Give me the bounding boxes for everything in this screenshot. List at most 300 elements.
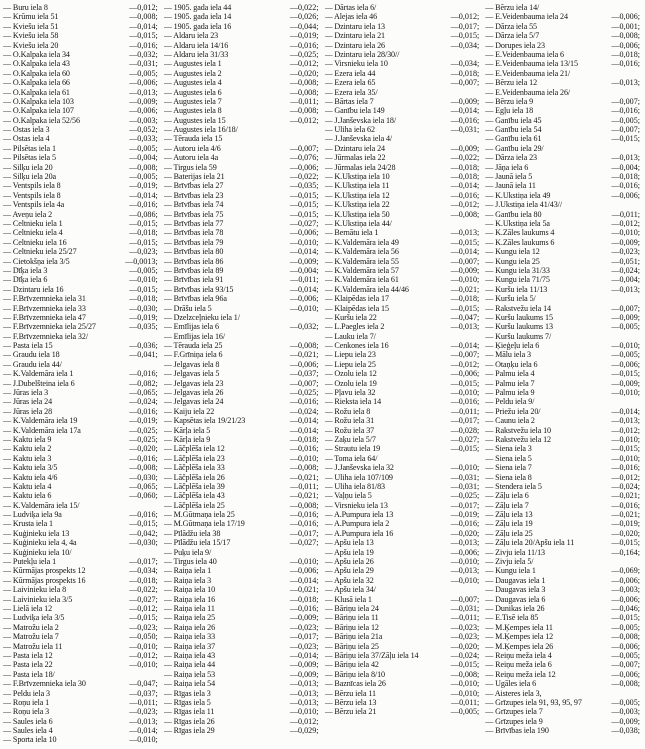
street-value: —0,013; xyxy=(289,679,319,689)
list-item xyxy=(485,707,640,716)
street-name: — Emīlijas iela 6 xyxy=(163,322,219,332)
street-name: — Ķieģeļu iela 6 xyxy=(485,341,540,351)
column-4 xyxy=(485,3,640,747)
list-item xyxy=(485,426,640,435)
street-value: —0,031; xyxy=(129,59,158,69)
street-value: —0,009; xyxy=(289,613,319,623)
street-name: — Krusta iela 1 xyxy=(3,519,53,529)
street-value: —0,012; xyxy=(450,200,480,210)
list-item xyxy=(164,501,319,510)
street-name: — Ventspils iela 8 xyxy=(3,190,61,200)
list-item xyxy=(3,313,158,322)
street-name: — Brīvības iela 96a xyxy=(163,294,227,304)
street-name: — Augustes iela 4 xyxy=(163,78,222,88)
list-item xyxy=(325,538,480,547)
street-name: — Dīķa iela 3 xyxy=(3,265,48,275)
street-value: —0,006; xyxy=(289,566,319,576)
street-name: — Pasta iela 15 xyxy=(3,341,53,351)
street-value: —0,023; xyxy=(129,707,158,717)
street-name: — Klaipēdas iela 17 xyxy=(324,294,389,304)
list-item xyxy=(3,519,158,528)
street-value: —0,010; xyxy=(611,434,640,444)
street-value: —0,009; xyxy=(611,378,640,388)
list-item xyxy=(325,548,480,557)
list-item xyxy=(164,369,319,378)
street-name: — Kaktu iela 3/5 xyxy=(3,463,58,473)
street-value: —0,021; xyxy=(450,284,480,294)
street-name: — Kaktu iela 9 xyxy=(3,434,52,444)
street-name: — Ludviķa iela 3/5 xyxy=(3,613,65,623)
street-value: —0,012; xyxy=(289,716,319,726)
street-name: — Palmu iela 9 xyxy=(485,388,535,398)
list-item xyxy=(485,294,640,303)
street-name: — Apšu iela 34/ xyxy=(324,585,376,595)
list-item xyxy=(164,50,319,59)
street-name: — E.Veidenbauma iela 6 xyxy=(485,49,564,59)
street-name: — Raiņa iela 10 xyxy=(163,585,216,595)
list-item xyxy=(325,350,480,359)
street-name: — Celtnieku iela 25/27 xyxy=(3,247,77,257)
street-value: —0,017; xyxy=(450,500,480,510)
street-name: — Puķu iela 9/ xyxy=(163,547,212,557)
street-value: —0,006; xyxy=(611,641,640,651)
list-item xyxy=(325,566,480,575)
list-item xyxy=(325,679,480,688)
street-value: —0,005; xyxy=(129,172,158,182)
street-name: — Ugāles iela 6 xyxy=(485,679,537,689)
list-item xyxy=(164,88,319,97)
street-name: — Dzelzceļnieku iela 1/ xyxy=(163,312,240,322)
list-item xyxy=(164,717,319,726)
list-item xyxy=(164,482,319,491)
street-name: — Cietokšņa iela 3/5 xyxy=(3,256,70,266)
street-value: —0,001; xyxy=(611,21,640,31)
street-name: — Lielā iela 12 xyxy=(3,604,53,613)
street-value: —0,005; xyxy=(611,322,640,332)
list-item xyxy=(3,275,158,284)
street-value: —0,004; xyxy=(611,275,640,285)
list-item xyxy=(164,670,319,679)
list-item xyxy=(3,632,158,641)
street-value: —0,024; xyxy=(611,265,640,275)
list-item xyxy=(485,322,640,331)
list-item xyxy=(164,388,319,397)
street-value: —0,013; xyxy=(611,153,640,163)
street-name: — Dīķa iela 6 xyxy=(3,275,48,285)
list-item xyxy=(3,59,158,68)
list-item xyxy=(485,397,640,406)
street-name: — Rīgas iela 3 xyxy=(163,688,211,698)
street-name: — Ostas iela 4 xyxy=(3,134,50,144)
street-name: — Lāčplēša iela 25 xyxy=(163,500,225,510)
list-item xyxy=(164,360,319,369)
list-item xyxy=(485,416,640,425)
street-value: —0,007; xyxy=(450,594,480,604)
list-item xyxy=(485,12,640,21)
list-item xyxy=(485,482,640,491)
list-item xyxy=(164,585,319,594)
list-item xyxy=(3,379,158,388)
street-value: —0,017; xyxy=(450,21,480,31)
list-item xyxy=(485,407,640,416)
list-item xyxy=(325,576,480,585)
street-value: —0,005; xyxy=(611,650,640,660)
list-item xyxy=(325,670,480,679)
street-value: —0,010; xyxy=(289,557,319,567)
street-value: —0,010; xyxy=(450,575,480,585)
list-item xyxy=(325,294,480,303)
list-item xyxy=(164,313,319,322)
street-name: — Kuršu laukums 7/ xyxy=(485,331,552,341)
list-item xyxy=(485,642,640,651)
street-name: — Caunu iela 2 xyxy=(485,416,535,426)
list-item xyxy=(3,707,158,716)
street-name: — K.Valdemāra iela 15/ xyxy=(3,500,80,510)
list-item xyxy=(3,360,158,369)
list-item xyxy=(485,379,640,388)
list-item xyxy=(325,642,480,651)
list-item xyxy=(164,285,319,294)
street-name: — Pasta iela 22 xyxy=(3,660,53,670)
street-value: —0,060; xyxy=(129,491,158,501)
list-item xyxy=(164,41,319,50)
street-value: —0,024; xyxy=(611,481,640,491)
street-value: —0,014; xyxy=(289,575,319,585)
street-name: — Roņu iela 3 xyxy=(3,707,50,717)
street-value: —0,009; xyxy=(450,143,480,153)
street-value: —0,021; xyxy=(611,491,640,501)
street-name: — Bāriņu iela 37/Zāļu iela 14 xyxy=(324,650,419,660)
street-value: —0,016; xyxy=(450,519,480,529)
street-name: — Lāčplēša iela 12 xyxy=(163,444,225,454)
list-item xyxy=(485,191,640,200)
column-3 xyxy=(325,3,480,747)
list-item xyxy=(3,163,158,172)
list-item xyxy=(325,69,480,78)
street-name: — F.Brīvzemnieka iela 25/27 xyxy=(3,322,96,332)
list-item xyxy=(164,510,319,519)
street-value: —0,016; xyxy=(611,181,640,191)
street-name: — Ganību iela 61 xyxy=(485,134,542,144)
street-name: — Bērzu iela 13 xyxy=(324,697,377,707)
street-value: —0,008; xyxy=(289,341,319,351)
list-item xyxy=(325,219,480,228)
street-value: —0,016; xyxy=(611,106,640,116)
street-value: —0,010; xyxy=(450,557,480,567)
street-name: — Autoru iela 4a xyxy=(163,153,219,163)
list-item xyxy=(325,88,480,97)
street-name: — Zivju iela 11/13 xyxy=(485,547,545,557)
street-value: —0,014; xyxy=(289,425,319,435)
list-item xyxy=(164,3,319,12)
street-name: — F.Brīvzemnieka iela 33 xyxy=(3,303,86,313)
list-item xyxy=(325,41,480,50)
street-name: — Dārza iela 23 xyxy=(485,153,538,163)
street-value: —0,011; xyxy=(290,481,319,491)
street-name: — O.Kalpaka iela 66 xyxy=(3,78,70,88)
street-value: —0,036; xyxy=(129,341,158,351)
street-value: —0,032; xyxy=(289,322,319,332)
street-value: —0,010; xyxy=(289,707,319,717)
street-value: —0,086; xyxy=(129,209,158,219)
list-item xyxy=(325,12,480,21)
street-name: — Brīvības iela 77 xyxy=(163,218,224,228)
street-name: — Augustes iela 7 xyxy=(163,96,222,106)
list-item xyxy=(325,501,480,510)
list-item xyxy=(164,548,319,557)
street-value: —0,008; xyxy=(611,31,640,41)
list-item xyxy=(325,473,480,482)
street-name: — Siena iela 8 xyxy=(485,472,532,482)
street-value: —0,034; xyxy=(129,566,158,576)
list-item xyxy=(325,125,480,134)
list-item xyxy=(325,285,480,294)
list-item xyxy=(3,529,158,538)
street-name: — Graudu iela 18 xyxy=(3,350,60,360)
list-item xyxy=(325,31,480,40)
street-name: — Pasta iela 12 xyxy=(3,650,53,660)
street-value: —0,005; xyxy=(611,622,640,632)
list-item xyxy=(325,595,480,604)
street-value: —0,018; xyxy=(450,68,480,78)
street-value: —0,022; xyxy=(450,153,480,163)
list-item xyxy=(485,529,640,538)
street-name: — Kārļa iela 5 xyxy=(163,425,211,435)
list-item xyxy=(485,181,640,190)
street-name: — Bāriņu iela 42 xyxy=(324,660,379,670)
street-value: —0,031; xyxy=(450,604,480,613)
list-item xyxy=(485,341,640,350)
street-name: — Aldaru iela 31/33 xyxy=(163,49,229,59)
list-item xyxy=(485,613,640,622)
street-value: —0,006; xyxy=(289,359,319,369)
list-item xyxy=(164,651,319,660)
street-name: — Rožu iela 37 xyxy=(324,425,375,435)
list-item xyxy=(3,444,158,453)
street-name: — Aldaru iela 14/16 xyxy=(163,40,229,50)
street-name: — Kaktu iela 4/6 xyxy=(3,472,58,482)
list-item xyxy=(485,679,640,688)
list-item xyxy=(485,275,640,284)
street-name: — Brīvības iela 89 xyxy=(163,265,224,275)
street-value: —0,015; xyxy=(289,190,319,200)
list-item xyxy=(164,397,319,406)
street-name: — Kārļa iela 9 xyxy=(163,434,211,444)
street-name: — K.Ukstiņa iela 22 xyxy=(324,200,390,210)
street-name: — E.Veidenbauma iela 24 xyxy=(485,12,568,22)
street-name: — Bernātu iela 1 xyxy=(324,228,379,238)
street-name: — Kaktu iela 2 xyxy=(3,444,52,454)
street-name: — Buru iela 8 xyxy=(3,3,48,12)
list-item xyxy=(164,322,319,331)
street-value: —0,013; xyxy=(129,716,158,726)
street-name: — K.Ukstiņa iela 49 xyxy=(485,190,551,200)
list-item xyxy=(485,257,640,266)
street-value: —0,007; xyxy=(289,143,319,153)
street-value: —0,012; xyxy=(129,3,158,12)
list-item xyxy=(3,416,158,425)
list-item xyxy=(164,463,319,472)
street-value: —0,023; xyxy=(450,632,480,642)
list-item xyxy=(485,510,640,519)
street-name: — Augustes iela 8 xyxy=(163,106,222,116)
street-name: — K.Ukstiņa iela 12 xyxy=(324,190,390,200)
street-value: —0,006; xyxy=(129,106,158,116)
street-name: — K.Valdemāra iela 57 xyxy=(324,265,399,275)
list-item xyxy=(3,585,158,594)
street-name: — Jelgavas iela 26 xyxy=(163,388,224,398)
street-name: — Brīvības iela 91 xyxy=(163,275,224,285)
list-item xyxy=(3,341,158,350)
street-name: — Apšu iela 26 xyxy=(324,557,374,567)
street-value: —0,005; xyxy=(129,143,158,153)
list-item xyxy=(325,275,480,284)
street-name: — Dzintaru iela 16 xyxy=(3,284,64,294)
list-item xyxy=(164,444,319,453)
street-value: —0,009; xyxy=(129,96,158,106)
list-item xyxy=(485,116,640,125)
street-name: — K.Valdemāra iela 17a xyxy=(3,425,81,435)
street-value: —0,030; xyxy=(129,538,158,548)
street-value: —0,023; xyxy=(450,622,480,632)
street-value: —0,011; xyxy=(450,406,480,416)
street-value: —0,018; xyxy=(450,172,480,182)
street-name: — Priežu iela 20/ xyxy=(485,406,541,416)
street-value: —0,015; xyxy=(289,200,319,210)
street-name: — Ludviķa iela 9a xyxy=(3,510,62,520)
street-name: — Kviešu iela 20 xyxy=(3,40,59,50)
street-value: —0,016; xyxy=(289,40,319,50)
list-item xyxy=(3,257,158,266)
street-value: —0,047; xyxy=(450,312,480,322)
street-value: —0,023; xyxy=(611,247,640,257)
street-value: —0,013; xyxy=(129,87,158,97)
street-name: — Alejas iela 46 xyxy=(324,12,378,22)
street-value: —0,017; xyxy=(450,416,480,426)
street-name: — Ezera iela 35/ xyxy=(324,87,378,97)
street-value: —0,013; xyxy=(611,78,640,88)
street-value: —0,003; xyxy=(129,115,158,125)
list-item xyxy=(3,548,158,557)
street-value: —0,012; xyxy=(611,472,640,482)
list-item xyxy=(325,613,480,622)
street-value: —0,015; xyxy=(450,444,480,454)
list-item xyxy=(3,538,158,547)
street-name: — Raiņa iela 25 xyxy=(163,613,216,623)
list-item xyxy=(485,134,640,143)
street-value: —0,013; xyxy=(450,228,480,238)
list-item xyxy=(164,473,319,482)
street-value: —0,007; xyxy=(611,125,640,135)
street-name: — 1905. gada iela 16 xyxy=(163,21,232,31)
street-name: — Liepu iela 25 xyxy=(324,359,376,369)
list-item xyxy=(485,538,640,547)
street-name: — Augustes iela 2 xyxy=(163,68,222,78)
street-value: —0,008; xyxy=(289,78,319,88)
list-item xyxy=(325,210,480,219)
list-item xyxy=(485,106,640,115)
street-value: —0,031; xyxy=(450,125,480,135)
street-name: — Apšu iela 13 xyxy=(324,538,374,548)
street-name: — Brīvības iela 93/15 xyxy=(163,284,234,294)
street-value: —0,012; xyxy=(611,425,640,435)
list-item xyxy=(325,397,480,406)
list-item xyxy=(485,153,640,162)
street-name: — K.Valdemāra iela 56 xyxy=(324,247,399,257)
street-value: —0,008; xyxy=(129,12,158,22)
street-name: — F.Grīniņa iela 6 xyxy=(163,350,223,360)
street-value: —0,030; xyxy=(129,472,158,482)
street-name: — Virsnieku iela 10 xyxy=(324,59,388,69)
list-item xyxy=(3,69,158,78)
street-name: — K.Valdemāra iela 1 xyxy=(3,369,74,379)
street-value: —0,016; xyxy=(289,444,319,454)
street-value: —0,010; xyxy=(289,237,319,247)
street-name: — Zivju iela 5/ xyxy=(485,557,534,567)
list-item xyxy=(325,660,480,669)
list-item xyxy=(3,78,158,87)
street-value: —0,018; xyxy=(611,49,640,59)
street-value: —0,042; xyxy=(129,528,158,538)
list-item xyxy=(485,59,640,68)
street-name: — Celtnieku iela 16 xyxy=(3,237,67,247)
street-name: — A.Pumpura iela 16 xyxy=(324,528,394,538)
street-name: — Grīzupes iela 91, 93, 95, 97 xyxy=(485,697,582,707)
street-value: —0,010; xyxy=(611,453,640,463)
street-value: —0,010; xyxy=(611,228,640,238)
street-name: — Rakstvežu iela 12 xyxy=(485,434,552,444)
street-value: —0,006; xyxy=(611,594,640,604)
list-item xyxy=(485,698,640,707)
list-item xyxy=(485,50,640,59)
list-item xyxy=(3,435,158,444)
street-name: — Augustes iela 6 xyxy=(163,87,222,97)
street-name: — K.Valdemāra iela 44/46 xyxy=(324,284,409,294)
street-value: —0,010; xyxy=(129,275,158,285)
list-item xyxy=(3,31,158,40)
street-name: — O.Kalpaka iela 52/56 xyxy=(3,115,80,125)
street-value: —0,014; xyxy=(450,181,480,191)
street-name: — Jūras iela 28 xyxy=(3,406,53,416)
street-name: — Ezera iela 65 xyxy=(324,78,376,88)
list-item xyxy=(485,360,640,369)
list-item xyxy=(164,679,319,688)
street-value: —0,017; xyxy=(289,632,319,642)
list-item xyxy=(3,510,158,519)
list-item xyxy=(164,116,319,125)
list-item xyxy=(325,454,480,463)
street-value: —0,003; xyxy=(611,707,640,717)
list-item xyxy=(3,463,158,472)
street-value: —0,015; xyxy=(611,134,640,144)
street-value: —0,016; xyxy=(129,369,158,379)
street-value: —0,010; xyxy=(450,275,480,285)
street-name: — Otaņķu iela 6 xyxy=(485,359,538,369)
list-item xyxy=(325,78,480,87)
street-value: —0,006; xyxy=(129,78,158,88)
list-item xyxy=(164,689,319,698)
street-value: —0,016; xyxy=(129,510,158,520)
list-item xyxy=(485,632,640,641)
street-name: — Brīvības iela 74 xyxy=(163,200,224,210)
street-name: — Raiņa iela 54 xyxy=(163,679,216,689)
list-item xyxy=(485,41,640,50)
street-value: —0,010; xyxy=(450,679,480,689)
street-name: — Cenkones iela 16 xyxy=(324,341,389,351)
list-item xyxy=(3,350,158,359)
list-item xyxy=(325,369,480,378)
list-item xyxy=(325,707,480,716)
